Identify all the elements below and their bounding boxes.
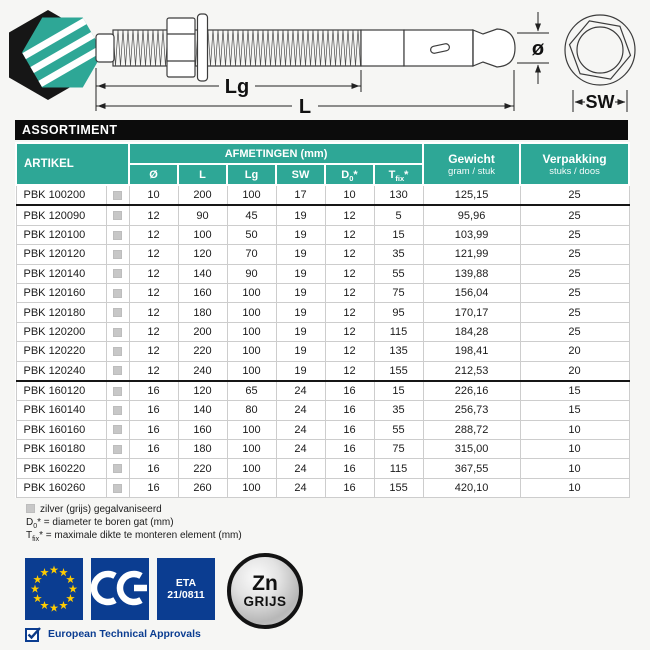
swatch-cell: [106, 420, 129, 439]
weight-cell: 198,41: [423, 342, 520, 361]
swatch-cell: [106, 342, 129, 361]
sw-cell: 17: [276, 185, 325, 205]
zinc-grey-badge: [227, 553, 303, 629]
packaging-cell: 10: [520, 459, 629, 478]
tfix-cell: 75: [374, 440, 423, 459]
packaging-cell: 25: [520, 303, 629, 322]
color-swatch: [113, 347, 122, 356]
col-header-length: L: [178, 164, 227, 185]
table-row: [16, 440, 629, 459]
table-title-bar: ASSORTIMENT: [15, 120, 628, 140]
assortiment-table: [15, 142, 630, 498]
drill-diameter-cell: 12: [325, 322, 374, 341]
color-swatch: [113, 366, 122, 375]
artikel-cell: PBK 120200: [16, 322, 106, 341]
swatch-cell: [106, 361, 129, 381]
footnote-d0: $D_0*$ = diameter te boren gat (mm): [26, 517, 174, 531]
artikel-cell: PBK 100200: [16, 185, 106, 205]
col-header-sw: SW: [276, 164, 325, 185]
swatch-cell: [106, 459, 129, 478]
col-header-tfix: $T_{fix}*$: [374, 164, 423, 185]
thread-length-cell: 100: [227, 303, 276, 322]
length-cell: 160: [178, 283, 227, 302]
weight-cell: 367,55: [423, 459, 520, 478]
thread-length-cell: 100: [227, 322, 276, 341]
tfix-cell: 115: [374, 459, 423, 478]
diameter-cell: 12: [129, 303, 178, 322]
col-header-drill-diameter: $D_0*$: [325, 164, 374, 185]
afmetingen-header: AFMETINGEN (mm): [129, 143, 423, 164]
thread-length-cell: 70: [227, 245, 276, 264]
length-cell: 240: [178, 361, 227, 381]
assortiment-table-body: [16, 185, 629, 498]
color-swatch: [113, 484, 122, 493]
color-swatch: [113, 425, 122, 434]
gewicht-header-unit: gram / stuk: [448, 165, 496, 177]
thread-length-cell: 80: [227, 401, 276, 420]
color-swatch: [113, 387, 122, 396]
color-swatch: [113, 289, 122, 298]
sw-cell: 24: [276, 420, 325, 439]
color-swatch: [113, 308, 122, 317]
assortiment-sheet: [15, 120, 628, 542]
approvals-label: European Technical Approvals: [48, 628, 201, 640]
thread-length-cell: 45: [227, 205, 276, 225]
tfix-cell: 55: [374, 264, 423, 283]
drill-diameter-cell: 12: [325, 205, 374, 225]
swatch-cell: [106, 205, 129, 225]
diameter-label: ø: [531, 38, 545, 60]
color-swatch: [113, 445, 122, 454]
footnotes: [15, 498, 628, 542]
eu-stars: [31, 566, 78, 612]
weight-cell: 121,99: [423, 245, 520, 264]
artikel-cell: PBK 120120: [16, 245, 106, 264]
length-cell: 160: [178, 420, 227, 439]
footnote-tfix: $T_{fix}*$ = maximale dikte te monteren element (mm): [26, 530, 242, 544]
table-row: [16, 245, 629, 264]
tfix-cell: 5: [374, 205, 423, 225]
packaging-cell: 25: [520, 264, 629, 283]
thread-length-cell: 65: [227, 381, 276, 401]
weight-cell: 103,99: [423, 225, 520, 244]
col-header-diameter: Ø: [129, 164, 178, 185]
drill-diameter-cell: 16: [325, 478, 374, 497]
thread-length-cell: 100: [227, 420, 276, 439]
table-row: [16, 459, 629, 478]
packaging-cell: 20: [520, 342, 629, 361]
diameter-cell: 12: [129, 283, 178, 302]
artikel-cell: PBK 120160: [16, 283, 106, 302]
swatch-cell: [106, 283, 129, 302]
artikel-cell: PBK 120100: [16, 225, 106, 244]
drill-diameter-cell: 16: [325, 401, 374, 420]
thread-length-cell: 100: [227, 342, 276, 361]
drill-diameter-cell: 16: [325, 440, 374, 459]
artikel-cell: PBK 120240: [16, 361, 106, 381]
diameter-cell: 12: [129, 322, 178, 341]
packaging-cell: 10: [520, 440, 629, 459]
table-row: [16, 185, 629, 205]
tfix-cell: 155: [374, 361, 423, 381]
drill-diameter-cell: 12: [325, 361, 374, 381]
bolt-wedge-cone: [473, 29, 515, 67]
diameter-cell: 16: [129, 420, 178, 439]
swatch-cell: [106, 440, 129, 459]
artikel-cell: PBK 120180: [16, 303, 106, 322]
table-header: [16, 143, 629, 185]
thread-length-cell: 50: [227, 225, 276, 244]
weight-cell: 184,28: [423, 322, 520, 341]
swatch-cell: [106, 322, 129, 341]
swatch-cell: [106, 478, 129, 497]
length-cell: 200: [178, 185, 227, 205]
sw-label: SW: [585, 92, 615, 112]
sw-cell: 24: [276, 459, 325, 478]
bolt-washer: [198, 14, 208, 81]
artikel-cell: PBK 120140: [16, 264, 106, 283]
diameter-cell: 12: [129, 225, 178, 244]
tfix-cell: 15: [374, 381, 423, 401]
color-swatch: [113, 464, 122, 473]
sw-cell: 19: [276, 322, 325, 341]
length-cell: 260: [178, 478, 227, 497]
diameter-cell: 12: [129, 342, 178, 361]
bolt-shank: [361, 30, 404, 66]
eu-flag: [25, 558, 83, 620]
eta-label: ETA 21/0811: [167, 577, 205, 601]
swatch-cell: [106, 401, 129, 420]
diameter-cell: 10: [129, 185, 178, 205]
table-row: [16, 205, 629, 225]
packaging-cell: 25: [520, 283, 629, 302]
length-cell: 120: [178, 381, 227, 401]
color-swatch: [113, 231, 122, 240]
color-swatch: [113, 250, 122, 259]
diameter-cell: 12: [129, 264, 178, 283]
artikel-cell: PBK 120090: [16, 205, 106, 225]
zn-label: Zn: [252, 572, 278, 595]
tfix-cell: 155: [374, 478, 423, 497]
color-swatch: [113, 269, 122, 278]
thread-length-cell: 100: [227, 185, 276, 205]
bolt-thread-section: [113, 30, 361, 66]
packaging-cell: 25: [520, 322, 629, 341]
weight-cell: 256,73: [423, 401, 520, 420]
sw-cell: 19: [276, 303, 325, 322]
thread-length-cell: 100: [227, 478, 276, 497]
diameter-cell: 16: [129, 478, 178, 497]
packaging-cell: 25: [520, 185, 629, 205]
thread-length-label: Lg: [224, 76, 250, 98]
grijs-label: GRIJS: [243, 594, 287, 609]
packaging-cell: 25: [520, 245, 629, 264]
verpakking-header-title: Verpakking: [542, 151, 607, 166]
table-row: [16, 322, 629, 341]
color-swatch: [113, 211, 122, 220]
tfix-cell: 115: [374, 322, 423, 341]
table-row: [16, 303, 629, 322]
thread-length-cell: 100: [227, 361, 276, 381]
thread-length-cell: 100: [227, 440, 276, 459]
drill-diameter-cell: 16: [325, 381, 374, 401]
weight-cell: 315,00: [423, 440, 520, 459]
tfix-cell: 75: [374, 283, 423, 302]
table-row: [16, 478, 629, 497]
length-cell: 220: [178, 459, 227, 478]
artikel-cell: PBK 160180: [16, 440, 106, 459]
sw-cell: 19: [276, 225, 325, 244]
length-cell: 200: [178, 322, 227, 341]
artikel-cell: PBK 120220: [16, 342, 106, 361]
verpakking-header: [520, 143, 629, 185]
footnote-swatch: zilver (grijs) gegalvaniseerd: [26, 503, 628, 516]
total-length-label: L: [298, 96, 312, 118]
packaging-cell: 10: [520, 420, 629, 439]
thread-length-cell: 90: [227, 264, 276, 283]
sw-cell: 24: [276, 401, 325, 420]
length-cell: 100: [178, 225, 227, 244]
nut-top-view: [565, 15, 635, 85]
swatch-cell: [106, 185, 129, 205]
legend-color-swatch: [26, 504, 35, 513]
table-row: [16, 283, 629, 302]
length-cell: 120: [178, 245, 227, 264]
sw-cell: 19: [276, 361, 325, 381]
tfix-cell: 15: [374, 225, 423, 244]
artikel-cell: PBK 160220: [16, 459, 106, 478]
packaging-cell: 15: [520, 381, 629, 401]
col-header-thread-length: Lg: [227, 164, 276, 185]
color-swatch: [113, 191, 122, 200]
weight-cell: 156,04: [423, 283, 520, 302]
ce-mark: [91, 558, 149, 620]
artikel-cell: PBK 160160: [16, 420, 106, 439]
swatch-cell: [106, 381, 129, 401]
tfix-cell: 130: [374, 185, 423, 205]
sw-cell: 24: [276, 381, 325, 401]
swatch-cell: [106, 245, 129, 264]
drill-diameter-cell: 12: [325, 303, 374, 322]
gewicht-header-title: Gewicht: [448, 151, 495, 166]
length-cell: 140: [178, 264, 227, 283]
table-row: [16, 225, 629, 244]
packaging-cell: 10: [520, 478, 629, 497]
checkbox-icon: [25, 626, 43, 642]
artikel-cell: PBK 160140: [16, 401, 106, 420]
drill-diameter-cell: 12: [325, 342, 374, 361]
sw-cell: 19: [276, 245, 325, 264]
sw-cell: 19: [276, 264, 325, 283]
diameter-cell: 12: [129, 205, 178, 225]
thread-length-cell: 100: [227, 283, 276, 302]
color-swatch: [113, 328, 122, 337]
drill-diameter-cell: 10: [325, 185, 374, 205]
drill-diameter-cell: 16: [325, 420, 374, 439]
sw-cell: 19: [276, 205, 325, 225]
color-swatch: [113, 406, 122, 415]
sw-cell: 24: [276, 478, 325, 497]
diameter-cell: 12: [129, 245, 178, 264]
sw-cell: 19: [276, 283, 325, 302]
drill-diameter-cell: 12: [325, 283, 374, 302]
tfix-cell: 55: [374, 420, 423, 439]
weight-cell: 288,72: [423, 420, 520, 439]
diameter-cell: 12: [129, 361, 178, 381]
weight-cell: 420,10: [423, 478, 520, 497]
table-row: [16, 264, 629, 283]
weight-cell: 170,17: [423, 303, 520, 322]
table-row: [16, 401, 629, 420]
length-cell: 90: [178, 205, 227, 225]
length-cell: 220: [178, 342, 227, 361]
diameter-cell: 16: [129, 381, 178, 401]
sw-cell: 19: [276, 342, 325, 361]
weight-cell: 95,96: [423, 205, 520, 225]
weight-cell: 212,53: [423, 361, 520, 381]
weight-cell: 226,16: [423, 381, 520, 401]
length-cell: 180: [178, 303, 227, 322]
weight-cell: 139,88: [423, 264, 520, 283]
tfix-cell: 35: [374, 401, 423, 420]
drill-diameter-cell: 12: [325, 225, 374, 244]
table-row: [16, 381, 629, 401]
table-row: [16, 342, 629, 361]
table-row: [16, 420, 629, 439]
length-cell: 180: [178, 440, 227, 459]
packaging-cell: 15: [520, 401, 629, 420]
tfix-cell: 35: [374, 245, 423, 264]
artikel-cell: PBK 160120: [16, 381, 106, 401]
brand-logo-hexagon: [9, 7, 110, 100]
swatch-cell: [106, 225, 129, 244]
drill-diameter-cell: 12: [325, 264, 374, 283]
thread-length-cell: 100: [227, 459, 276, 478]
drill-diameter-cell: 16: [325, 459, 374, 478]
packaging-cell: 25: [520, 205, 629, 225]
weight-cell: 125,15: [423, 185, 520, 205]
swatch-cell: [106, 264, 129, 283]
certification-badges: [25, 558, 303, 629]
drill-diameter-cell: 12: [325, 245, 374, 264]
bolt-tip-stub: [96, 34, 114, 62]
tfix-cell: 135: [374, 342, 423, 361]
diameter-cell: 16: [129, 459, 178, 478]
bolt-hex-nut: [167, 18, 195, 77]
packaging-cell: 20: [520, 361, 629, 381]
sw-cell: 24: [276, 440, 325, 459]
gewicht-header: [423, 143, 520, 185]
swatch-cell: [106, 303, 129, 322]
packaging-cell: 25: [520, 225, 629, 244]
length-cell: 140: [178, 401, 227, 420]
artikel-cell: PBK 160260: [16, 478, 106, 497]
diameter-cell: 16: [129, 440, 178, 459]
artikel-header: ARTIKEL: [16, 143, 129, 185]
technical-drawing: [0, 0, 650, 118]
diameter-cell: 16: [129, 401, 178, 420]
verpakking-header-unit: stuks / doos: [549, 165, 600, 177]
tfix-cell: 95: [374, 303, 423, 322]
table-row: [16, 361, 629, 381]
anchor-bolt-drawing: [96, 14, 515, 81]
eta-approvals-line: [25, 626, 201, 642]
eta-badge: [157, 558, 215, 620]
